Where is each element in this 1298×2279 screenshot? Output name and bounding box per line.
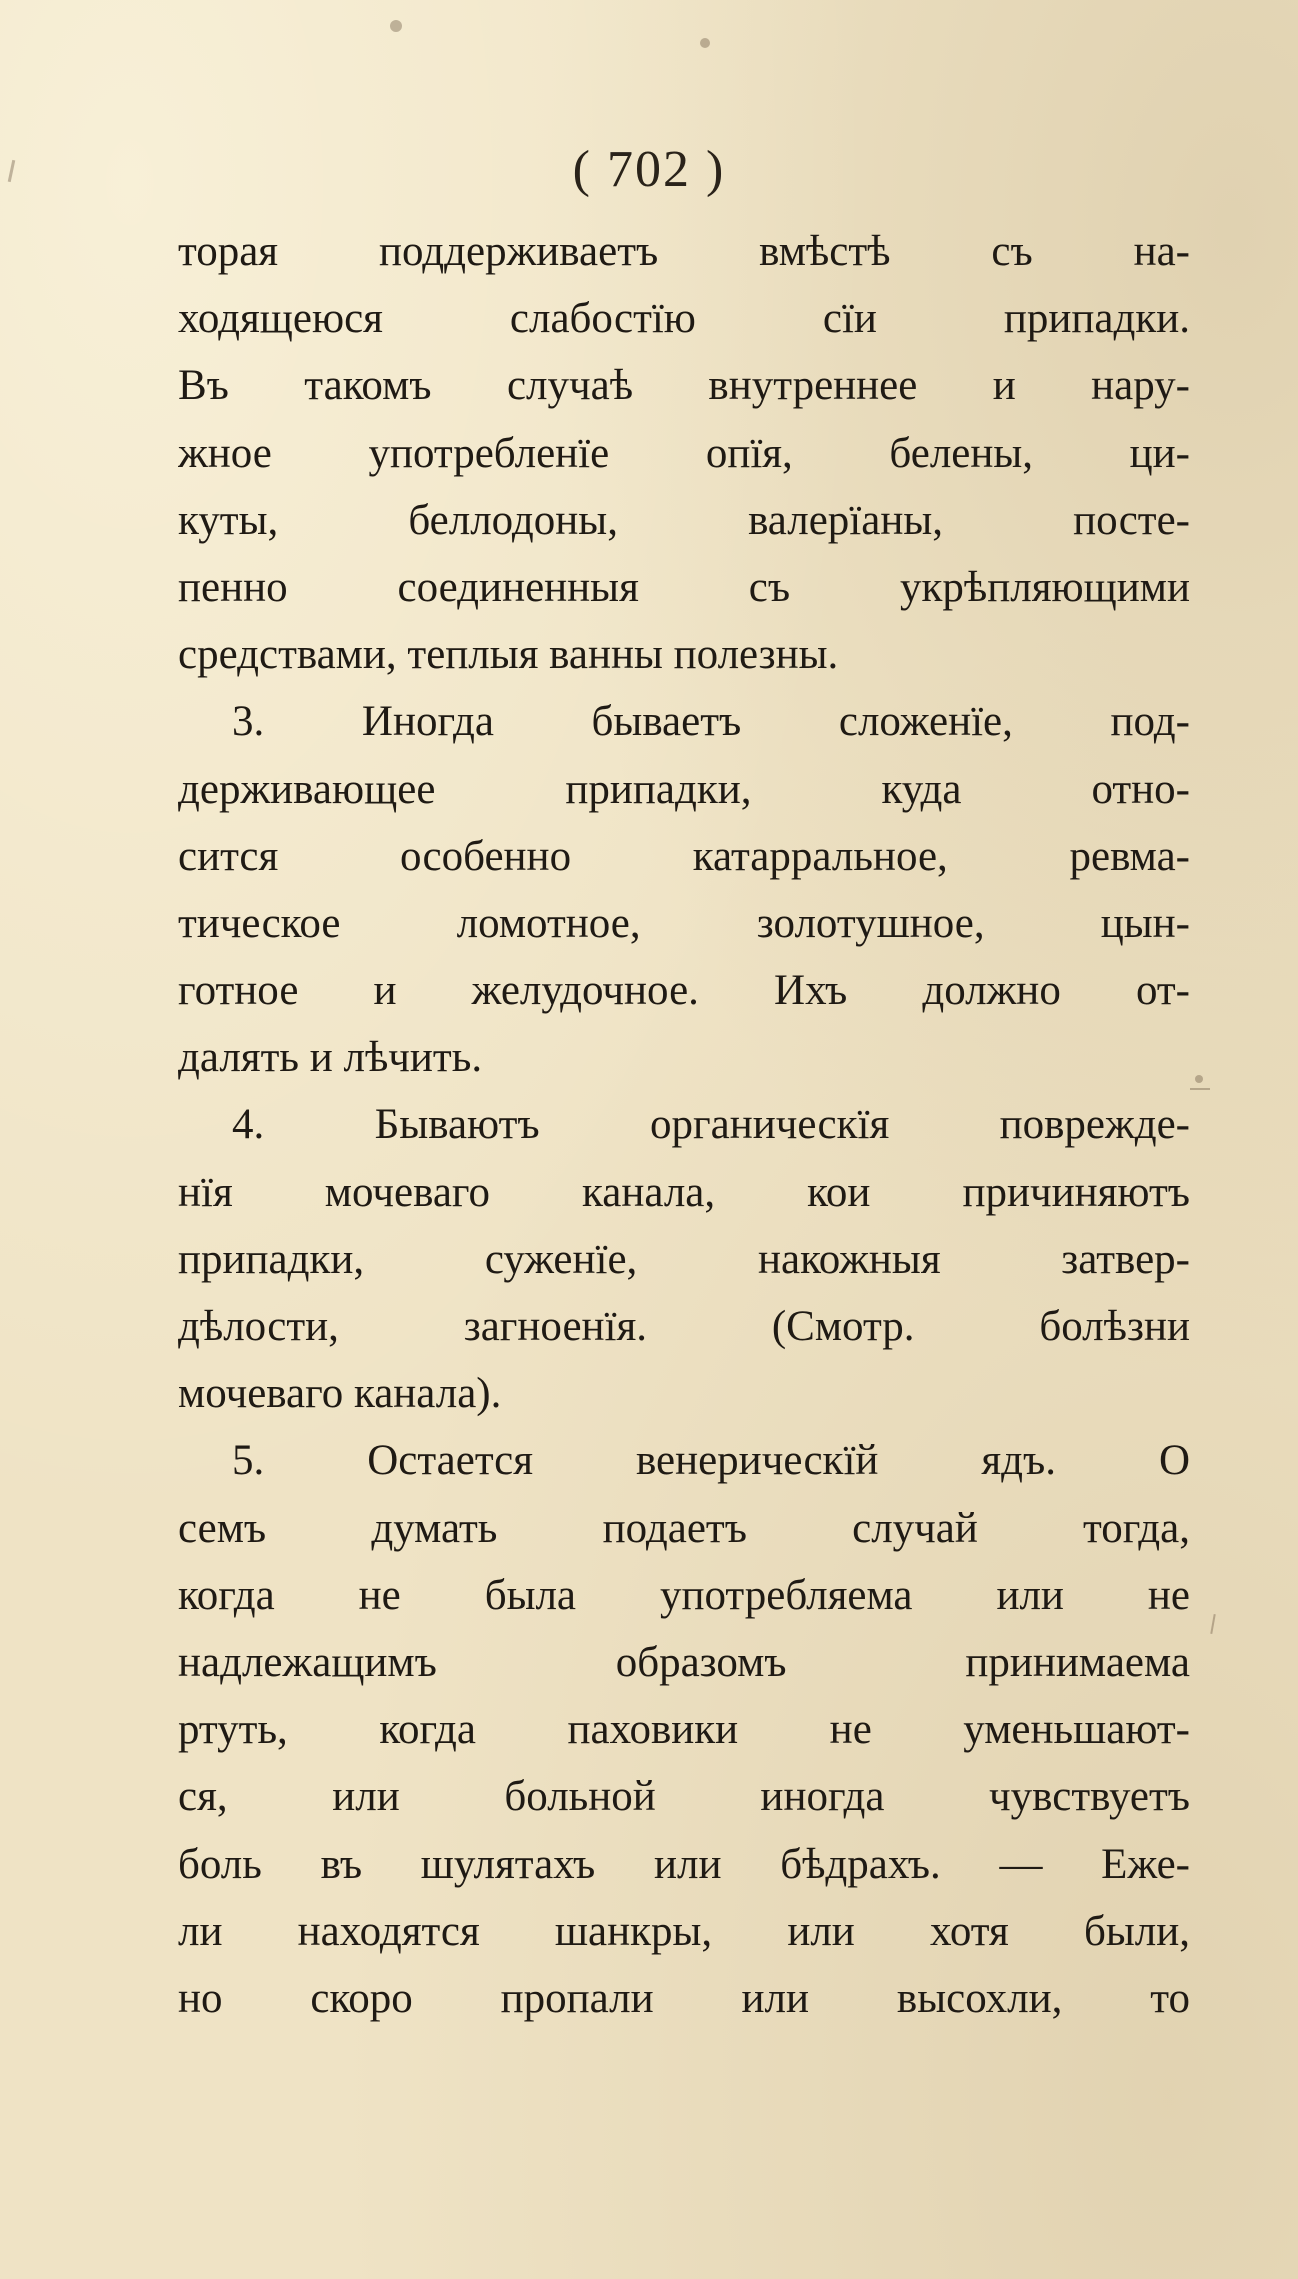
text-line: жное употребленїе опїя, белены, ци-	[178, 429, 1190, 477]
text-line: торая поддерживаетъ вмѣстѣ съ на-	[178, 228, 1190, 275]
text-line: боль въ шулятахъ или бѣдрахъ. — Еже-	[178, 1840, 1190, 1888]
text-line: средствами, теплыя ванны полезны.	[178, 631, 839, 679]
text-line: сится особенно катарральное, ревма-	[178, 832, 1190, 880]
paragraph-start-line: 5. Остается венерическїй ядъ. О	[232, 1437, 1190, 1485]
text-line: ртуть, когда паховики не уменьшают-	[178, 1706, 1190, 1754]
paper-speck	[390, 20, 402, 32]
text-line: когда не была употребляема или не	[178, 1571, 1190, 1619]
text-line: ли находятся шанкры, или хотя были,	[178, 1907, 1190, 1955]
text-line: ходящеюся слабостїю сїи припадки.	[178, 295, 1190, 343]
text-line: пенно соединенныя съ укрѣпляющими	[178, 563, 1190, 611]
text-line: далять и лѣчить.	[178, 1034, 483, 1082]
text-line: ся, или больной иногда чувствуетъ	[178, 1773, 1190, 1821]
paper-mark	[1190, 1088, 1210, 1090]
text-line: готное и желудочное. Ихъ должно от-	[178, 967, 1190, 1015]
text-line: надлежащимъ образомъ принимаема	[178, 1638, 1190, 1686]
text-line: тическое ломотное, золотушное, цын-	[178, 899, 1190, 947]
text-line: припадки, суженїе, накожныя затвер-	[178, 1235, 1190, 1283]
paragraph-start-line: 3. Иногда бываетъ сложенїе, под-	[232, 698, 1190, 746]
text-line: дѣлости, загноенїя. (Смотр. болѣзни	[178, 1303, 1190, 1350]
text-line: Въ такомъ случаѣ внутреннее и нару-	[178, 362, 1190, 410]
paper-speck	[700, 38, 710, 48]
paper-mark	[1210, 1614, 1215, 1634]
page-number: ( 702 )	[572, 141, 726, 198]
text-line: но скоро пропали или высохли, то	[178, 1974, 1190, 2022]
text-line: мочеваго канала).	[178, 1370, 502, 1418]
paper-speck	[1195, 1075, 1203, 1083]
text-line: семъ думать подаетъ случай тогда,	[178, 1504, 1190, 1552]
text-line: нїя мочеваго канала, кои причиняютъ	[178, 1168, 1190, 1216]
text-line: держивающее припадки, куда отно-	[178, 765, 1190, 813]
paragraph-start-line: 4. Бываютъ органическїя поврежде-	[232, 1101, 1190, 1149]
text-line: куты, беллодоны, валерїаны, посте-	[178, 496, 1190, 544]
body-text	[178, 218, 1190, 2032]
